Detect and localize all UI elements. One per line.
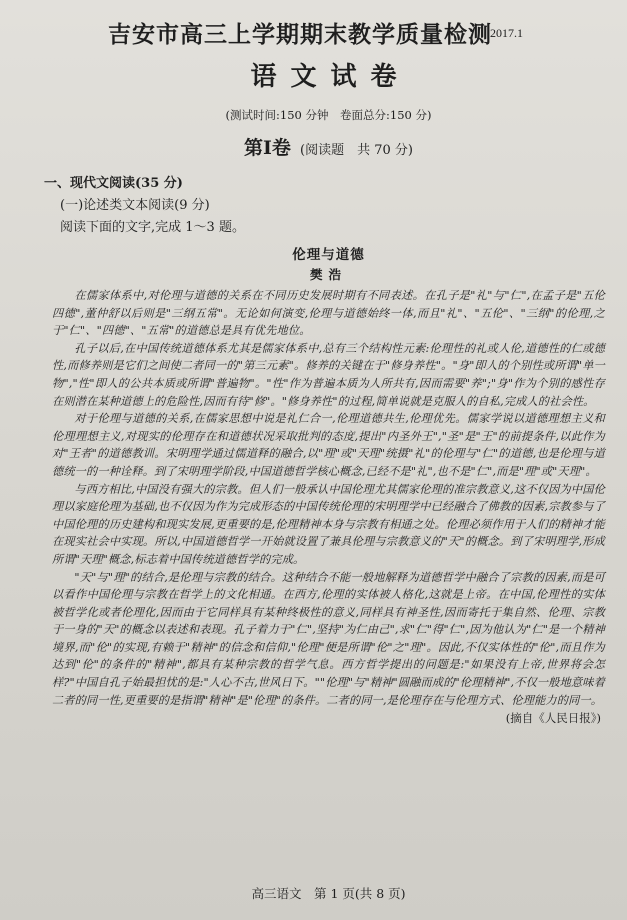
header (52, 14, 605, 50)
article-body (52, 287, 605, 709)
exam-date: 2017.1 (490, 26, 523, 40)
article-paragraph: 在儒家体系中,对伦理与道德的关系在不同历史发展时期有不同表述。在孔子是"礼"与"仁",在孟子是"五伦四德",董仲舒以后则是"三纲五常"。无论如何演变,伦理与道德始终一体,而且"礼"、"五伦"、"三纲"的伦理,之于"仁"、"四德"、"五常"的道德总是具有优先地位。 (52, 289, 605, 338)
article-paragraph: 对于伦理与道德的关系,在儒家思想中说是礼仁合一,伦理道德共生,伦理优先。儒家学说以道德理想主义和伦理理想主义,对现实的伦理存在和道德状况采取批判的态度,提出"内圣外王","圣"是"王"的前提条件,以此作为对"王者"的道德教训。宋明理学通过儒道释的融合,以"理"或"天理"统摄"礼"的伦理与"仁"的道德,也是伦理与道德统一的一种诠释。到了宋明理学阶段,中国道德哲学核心概念,已经不是"礼",也不是"仁",而是"理"或"天理"。 (52, 412, 605, 478)
article-paragraph: 与西方相比,中国没有强大的宗教。但人们一般承认中国伦理尤其儒家伦理的准宗教意义,这不仅因为中国伦理以家庭伦理为基础,也不仅因为作为完成形态的中国传统伦理的宋明理学中已经融合了佛教的因素,宗教参与了中国伦理的历史建构和现实发展,更重要的是,伦理精神本身与宗教有相通之处。伦理必须作用于人们的精神才能在现实社会中实现。所以,中国道德哲学一开始就设置了兼具伦理与宗教意义的"天"的概念。到了宋明理学,形成所谓"天理"概念,标志着中国传统道德哲学的完成。 (52, 482, 605, 566)
section-heading: 一、现代文阅读(35 分) (44, 176, 183, 191)
page-footer: 高三语文 第 1 页(共 8 页) (251, 886, 406, 901)
article-author: 樊浩 (309, 267, 347, 282)
volume-title: 第Ⅰ卷 (244, 137, 291, 159)
subject-title: 语文试卷 (250, 62, 411, 92)
volume-heading (52, 133, 605, 160)
reading-instruction: 阅读下面的文字,完成 1～3 题。 (60, 220, 245, 235)
volume-subtitle: (阅读题 共 70 分) (300, 143, 413, 158)
article-title: 伦理与道德 (292, 247, 365, 263)
article-paragraph: "天"与"理"的结合,是伦理与宗教的结合。这种结合不能一般地解释为道德哲学中融合了宗教的因素,而是可以看作中国伦理与宗教在哲学上的文化相通。在西方,伦理的实体被人格化,这就是上帝。在中国,伦理性的实体被哲学化或者伦理化,因而由于它同样具有某种终极性的意义,同样具有神圣性,因而寄托于集自然、伦理、宗教于一身的"天"的概念以表述和表现。孔子着力于"仁",坚持"为仁由己",求"仁"得"仁",因为他认为"仁"是一个精神境界,而"伦"的实现,有赖于"精神"的信念和信仰,"伦理"便是所谓"伦"之"理"。因此,不仅实体性的"伦",而且作为达到"伦"的条件的"精神",都具有某种宗教的哲学气息。西方哲学提出的问题是:"如果没有上帝,世界将会怎样?"中国自孔子始最担忧的是:"人心不古,世风日下。""伦理"与"精神"圆融而成的"伦理精神",不仅一般地意味着二者的同一性,更重要的是指谓"精神"是"伦理"的条件。二者的同一,是伦理存在与伦理方式、伦理能力的同一。 (52, 570, 605, 707)
article-paragraph: 孔子以后,在中国传统道德体系尤其是儒家体系中,总有三个结构性元素:伦理性的礼或人伦,道德性的仁或德性,而修养则是它们之间使二者同一的"第三元素"。修养的关键在于"修身养性"。"身"即人的个别性或所谓"单一物","性"即人的公共本质或所谓"普遍物"。"性"作为普遍本质为人所共有,因而需要"养";"身"作为个别的感性存在则潜在某种道德上的危险性,因而有待"修"。"修身养性"的过程,简单说就是克服人的自私,完成人的社会性。 (52, 341, 605, 408)
exam-title: 吉安市高三上学期期末教学质量检测 (108, 21, 492, 48)
section-subheading: (一)论述类文本阅读(9 分) (60, 198, 210, 213)
article-source: (摘自《人民日报》) (505, 711, 601, 726)
time-info: (测试时间:150 分钟 卷面总分:150 分) (225, 108, 432, 122)
